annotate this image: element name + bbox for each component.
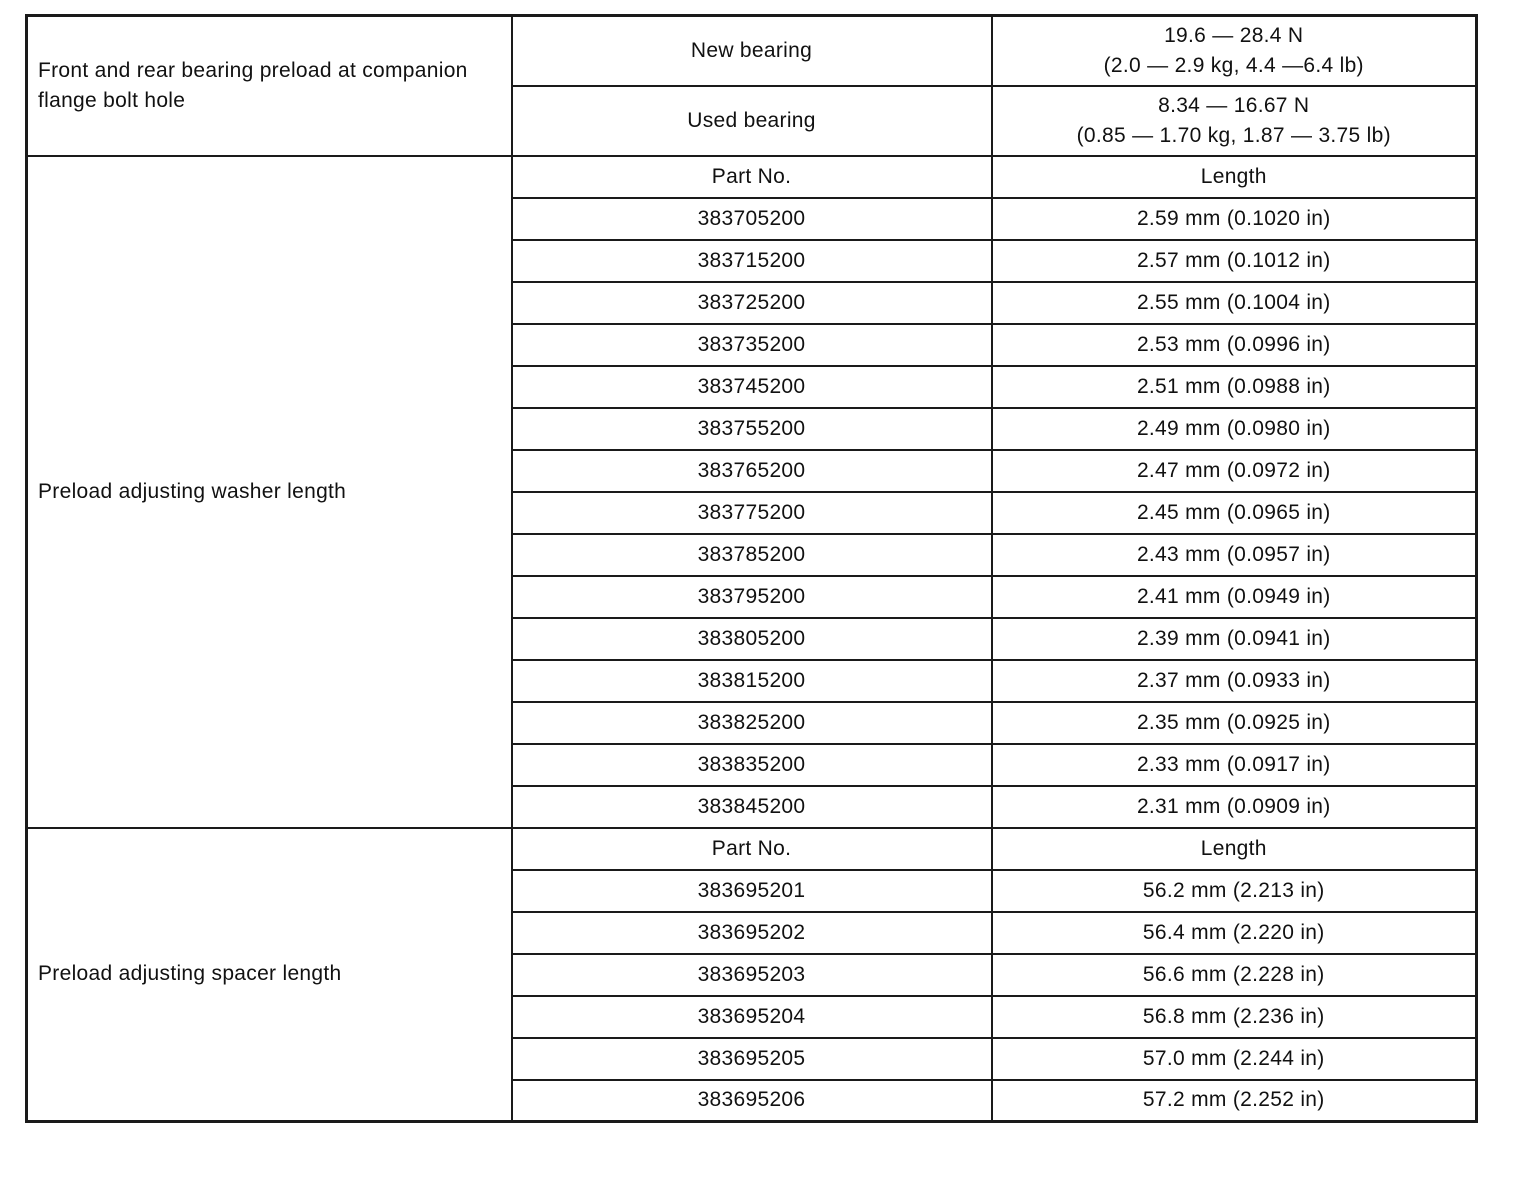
- length-cell: 2.57 mm (0.1012 in): [992, 240, 1477, 282]
- washer-label: Preload adjusting washer length: [27, 156, 512, 828]
- part-number-cell: 383695201: [512, 870, 992, 912]
- length-cell: 2.37 mm (0.0933 in): [992, 660, 1477, 702]
- length-cell: 2.47 mm (0.0972 in): [992, 450, 1477, 492]
- column-header-part-no: Part No.: [512, 828, 992, 870]
- column-header-length: Length: [992, 156, 1477, 198]
- preload-value-cell: [992, 16, 1477, 86]
- length-cell: 56.6 mm (2.228 in): [992, 954, 1477, 996]
- bearing-preload-row-new: [27, 16, 1477, 86]
- part-number-cell: 383735200: [512, 324, 992, 366]
- length-cell: 2.45 mm (0.0965 in): [992, 492, 1477, 534]
- part-number-cell: 383695204: [512, 996, 992, 1038]
- part-number-cell: 383695206: [512, 1080, 992, 1122]
- length-cell: 2.53 mm (0.0996 in): [992, 324, 1477, 366]
- part-number-cell: 383835200: [512, 744, 992, 786]
- length-cell: 2.55 mm (0.1004 in): [992, 282, 1477, 324]
- part-number-cell: 383815200: [512, 660, 992, 702]
- length-cell: 2.59 mm (0.1020 in): [992, 198, 1477, 240]
- part-number-cell: 383695205: [512, 1038, 992, 1080]
- part-number-cell: 383765200: [512, 450, 992, 492]
- spacer-label: Preload adjusting spacer length: [27, 828, 512, 1122]
- length-cell: 2.49 mm (0.0980 in): [992, 408, 1477, 450]
- part-number-cell: 383745200: [512, 366, 992, 408]
- length-cell: 2.51 mm (0.0988 in): [992, 366, 1477, 408]
- length-cell: 56.8 mm (2.236 in): [992, 996, 1477, 1038]
- part-number-cell: 383755200: [512, 408, 992, 450]
- column-header-length: Length: [992, 828, 1477, 870]
- part-number-cell: 383785200: [512, 534, 992, 576]
- length-cell: 2.35 mm (0.0925 in): [992, 702, 1477, 744]
- preload-value-cell: [992, 86, 1477, 156]
- bearing-preload-label: Front and rear bearing preload at companion flange bolt hole: [27, 16, 512, 156]
- length-cell: 57.2 mm (2.252 in): [992, 1080, 1477, 1122]
- length-cell: 2.41 mm (0.0949 in): [992, 576, 1477, 618]
- part-number-cell: 383795200: [512, 576, 992, 618]
- condition-cell: New bearing: [512, 16, 992, 86]
- length-cell: 56.2 mm (2.213 in): [992, 870, 1477, 912]
- washer-header-row: [27, 156, 1477, 198]
- part-number-cell: 383845200: [512, 786, 992, 828]
- preload-value-line1: 19.6 — 28.4 N: [1164, 23, 1304, 47]
- length-cell: 2.43 mm (0.0957 in): [992, 534, 1477, 576]
- part-number-cell: 383705200: [512, 198, 992, 240]
- length-cell: 2.31 mm (0.0909 in): [992, 786, 1477, 828]
- length-cell: 2.33 mm (0.0917 in): [992, 744, 1477, 786]
- column-header-part-no: Part No.: [512, 156, 992, 198]
- spacer-header-row: [27, 828, 1477, 870]
- part-number-cell: 383775200: [512, 492, 992, 534]
- length-cell: 57.0 mm (2.244 in): [992, 1038, 1477, 1080]
- preload-value-line2: (0.85 — 1.70 kg, 1.87 — 3.75 lb): [1076, 123, 1391, 147]
- spec-table-body: [27, 16, 1477, 1122]
- part-number-cell: 383695203: [512, 954, 992, 996]
- part-number-cell: 383725200: [512, 282, 992, 324]
- preload-value-line2: (2.0 — 2.9 kg, 4.4 —6.4 lb): [1103, 53, 1364, 77]
- part-number-cell: 383715200: [512, 240, 992, 282]
- preload-value-line1: 8.34 — 16.67 N: [1158, 93, 1310, 117]
- condition-cell: Used bearing: [512, 86, 992, 156]
- length-cell: 2.39 mm (0.0941 in): [992, 618, 1477, 660]
- length-cell: 56.4 mm (2.220 in): [992, 912, 1477, 954]
- part-number-cell: 383805200: [512, 618, 992, 660]
- spec-table: [25, 14, 1478, 1123]
- part-number-cell: 383825200: [512, 702, 992, 744]
- part-number-cell: 383695202: [512, 912, 992, 954]
